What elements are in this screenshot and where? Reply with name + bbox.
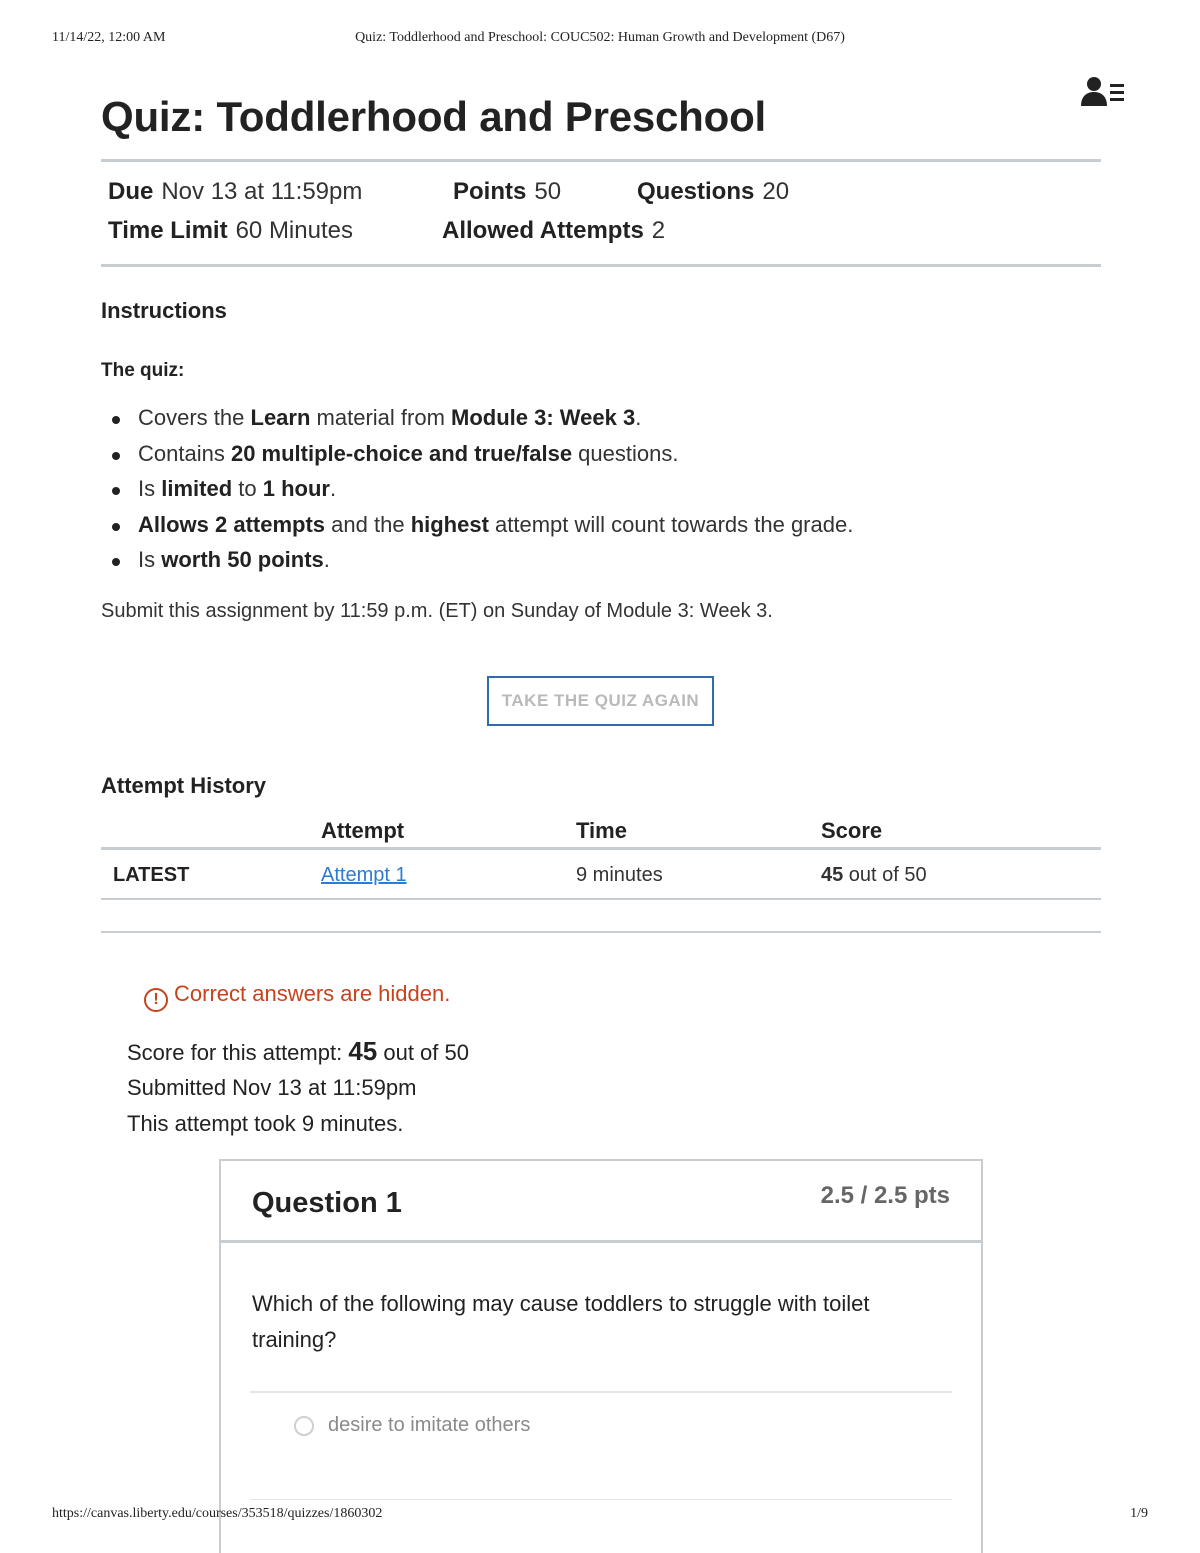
list-item: Is worth 50 points. [138,547,853,583]
instructions-subheading: The quiz: [101,360,185,381]
warning-icon: ! [144,988,168,1012]
time-limit-value: 60 Minutes [235,217,353,244]
allowed-attempts-detail [442,217,665,245]
due-value: Nov 13 at 11:59pm [161,178,363,205]
score-summary: Score for this attempt: 45 out of 50 [127,1036,469,1066]
questions-detail [637,178,789,206]
points-detail [453,178,561,206]
print-url: https://canvas.liberty.edu/courses/353518/quizzes/1860302 [52,1506,383,1521]
attempt-1-link[interactable]: Attempt 1 [321,864,407,886]
allowed-attempts-value: 2 [651,217,666,244]
print-doc-title: Quiz: Toddlerhood and Preschool: COUC502: Human Growth and Development (D67) [355,30,845,45]
divider [101,264,1101,267]
time-limit-detail [108,217,353,245]
question-card [219,1159,983,1553]
question-points: 2.5 / 2.5 pts [820,1182,950,1209]
instructions-heading: Instructions [101,298,227,323]
questions-value: 20 [762,178,790,205]
alert-text: Correct answers are hidden. [174,981,451,1006]
column-header-score: Score [821,818,883,843]
list-item: Contains 20 multiple-choice and true/false questions. [138,441,853,477]
print-footer [52,1506,1148,1526]
answer-label: desire to imitate others [328,1414,531,1436]
points-label: Points [453,178,527,205]
allowed-attempts-label: Allowed Attempts [442,217,644,244]
take-quiz-again-button[interactable]: TAKE THE QUIZ AGAIN [487,676,714,726]
latest-tag: LATEST [113,864,190,886]
list-item: Is limited to 1 hour. [138,476,853,512]
table-row [101,850,1101,900]
answers-hidden-alert [144,981,450,1012]
answer-option[interactable] [294,1414,530,1437]
duration-text: This attempt took 9 minutes. [127,1111,404,1136]
print-header [52,30,1148,50]
divider [250,1499,952,1500]
due-detail [108,178,362,206]
divider [250,1391,952,1393]
column-header-attempt: Attempt [321,818,405,843]
radio-button[interactable] [294,1416,314,1436]
page-title: Quiz: Toddlerhood and Preschool [101,93,767,140]
instructions-list [138,405,853,583]
points-value: 50 [534,178,562,205]
print-datetime: 11/14/22, 12:00 AM [52,30,166,45]
divider [101,159,1101,162]
score-value: 45 [348,1036,378,1066]
submit-note: Submit this assignment by 11:59 p.m. (ET) on Sunday of Module 3: Week 3. [101,600,773,622]
divider [101,931,1101,933]
print-page-number: 1/9 [1130,1506,1148,1521]
student-view-icon[interactable] [1080,76,1126,110]
column-header-time: Time [576,818,627,843]
attempt-score: 45 out of 50 [821,864,927,886]
submitted-text: Submitted Nov 13 at 11:59pm [127,1075,417,1100]
question-header [221,1161,981,1243]
list-item: Allows 2 attempts and the highest attempt will count towards the grade. [138,512,853,548]
question-text: Which of the following may cause toddlers to struggle with toilet training? [252,1291,870,1352]
questions-label: Questions [637,178,755,205]
attempt-time: 9 minutes [576,864,663,886]
time-limit-label: Time Limit [108,217,228,244]
attempt-history-table [101,808,1101,900]
list-item: Covers the Learn material from Module 3: Week 3. [138,405,853,441]
table-header [101,808,1101,850]
due-label: Due [108,178,154,205]
question-title: Question 1 [252,1187,402,1219]
attempt-history-heading: Attempt History [101,773,267,798]
